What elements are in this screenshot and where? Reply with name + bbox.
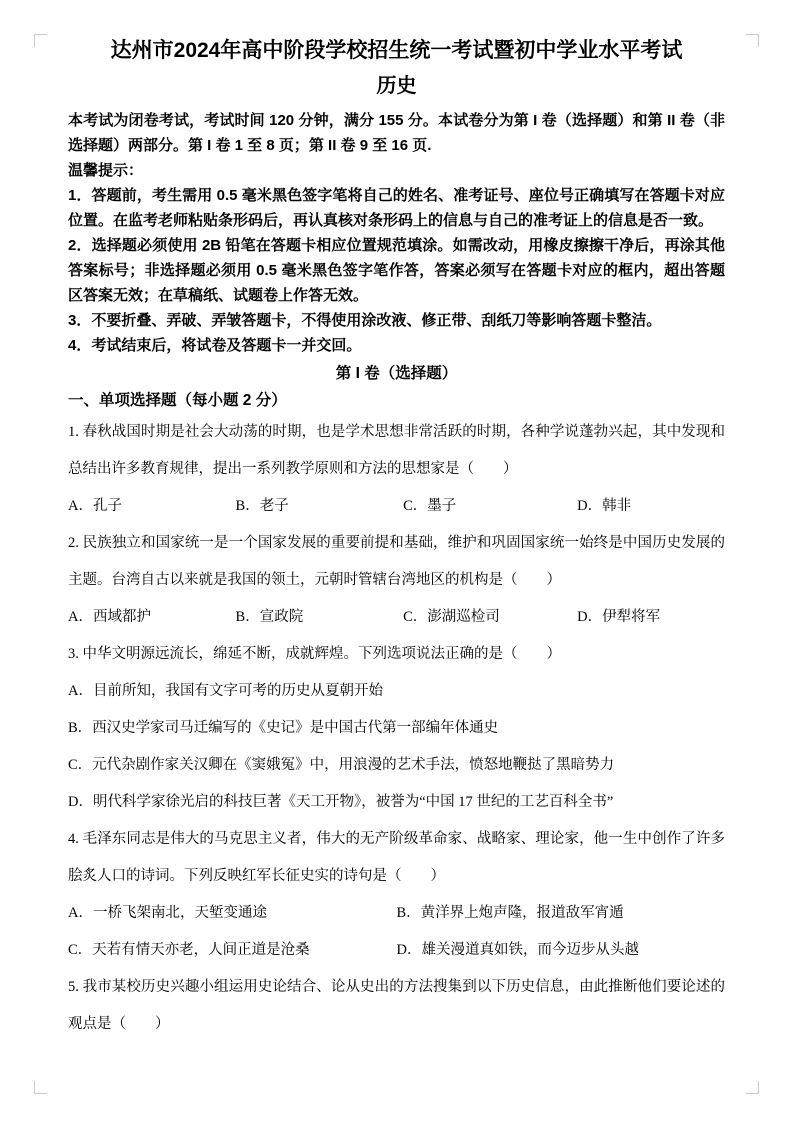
part-title: 一、单项选择题（每小题 2 分）	[68, 392, 287, 409]
question-4-options	[68, 895, 725, 969]
crop-mark-bottom-left	[34, 1081, 47, 1094]
question-3	[68, 636, 725, 821]
crop-mark-top-left	[34, 34, 47, 47]
question-3-option-d: D．明代科学家徐光启的科技巨著《天工开物》，被誉为“中国 17 世纪的工艺百科全书”	[68, 794, 614, 810]
notice-item-2: 2．选择题必须使用 2B 铅笔在答题卡相应位置规范填涂。如需改动，用橡皮擦擦干净后，再涂其他答案标号；非选择题必须用 0.5 毫米黑色签字笔作答，答案必须写在答题卡对应的框内，超出答题区答案无效；在草稿纸、试题卷上作答无效。	[68, 237, 725, 304]
question-1-option-c: C．墨子	[403, 498, 457, 514]
question-2-option-a: A．西域都护	[68, 609, 151, 625]
question-4-stem: 4. 毛泽东同志是伟大的马克思主义者，伟大的无产阶级革命家、战略家、理论家，他一生中创作了许多脍炙人口的诗词。下列反映红军长征史实的诗句是（ ）	[68, 831, 725, 884]
question-4-option-a: A．一桥飞架南北，天堑变通途	[68, 905, 267, 921]
question-4	[68, 821, 725, 969]
volume-title: 第 I 卷（选择题）	[335, 365, 458, 382]
question-4-option-b: B．黄洋界上炮声隆，报道敌军宵遁	[396, 905, 624, 921]
question-3-option-b: B．西汉史学家司马迁编写的《史记》是中国古代第一部编年体通史	[68, 720, 499, 736]
question-2-option-c: C．澎湖巡检司	[403, 609, 500, 625]
exam-subject: 历史	[376, 75, 417, 97]
question-2-stem: 2. 民族独立和国家统一是一个国家发展的重要前提和基础，维护和巩固国家统一始终是中国历史发展的主题。台湾自古以来就是我国的领土，元朝时管辖台湾地区的机构是（ ）	[68, 535, 725, 588]
exam-instructions	[68, 108, 725, 358]
crop-mark-bottom-right	[746, 1081, 759, 1094]
notice-item-3: 3．不要折叠、弄破、弄皱答题卡，不得使用涂改液、修正带、刮纸刀等影响答题卡整洁。	[68, 312, 662, 329]
question-2-option-b: B．宣政院	[235, 609, 304, 625]
question-1-option-a: A．孔子	[68, 498, 122, 514]
crop-mark-top-right	[746, 34, 759, 47]
question-2-options	[68, 599, 725, 636]
question-3-stem: 3. 中华文明源远流长，绵延不断，成就辉煌。下列选项说法正确的是（ ）	[68, 646, 561, 662]
question-2	[68, 525, 725, 636]
notice-item-4: 4．考试结束后，将试卷及答题卡一并交回。	[68, 337, 362, 354]
question-1-option-d: D．韩非	[577, 498, 632, 514]
question-4-option-d: D．雄关漫道真如铁，而今迈步从头越	[396, 942, 639, 958]
exam-intro: 本考试为闭卷考试，考试时间 120 分钟，满分 155 分。本试卷分为第 I 卷（选择题）和第 II 卷（非选择题）两部分。第 I 卷 1 至 8 页；第 II 卷 9 至 16 页.	[68, 112, 725, 154]
notice-heading: 温馨提示：	[68, 162, 144, 179]
question-1-options	[68, 488, 725, 525]
question-2-option-d: D．伊犁将军	[577, 609, 661, 625]
question-4-option-c: C．天若有情天亦老，人间正道是沧桑	[68, 942, 310, 958]
question-1-stem: 1. 春秋战国时期是社会大动荡的时期，也是学术思想非常活跃的时期，各种学说蓬勃兴起，其中发现和总结出许多教育规律，提出一系列教学原则和方法的思想家是（ ）	[68, 424, 725, 477]
question-3-option-c: C．元代杂剧作家关汉卿在《窦娥冤》中，用浪漫的艺术手法，愤怒地鞭挞了黑暗势力	[68, 757, 615, 773]
question-1-option-b: B．老子	[235, 498, 289, 514]
exam-title: 达州市2024年高中阶段学校招生统一考试暨初中学业水平考试	[110, 39, 683, 62]
question-5-stem: 5. 我市某校历史兴趣小组运用史论结合、论从史出的方法搜集到以下历史信息，由此推断他们要论述的观点是（ ）	[68, 979, 725, 1032]
notice-item-1: 1．答题前，考生需用 0.5 毫米黑色签字笔将自己的姓名、准考证号、座位号正确填写在答题卡对应位置。在监考老师粘贴条形码后，再认真核对条形码上的信息与自己的准考证上的信息是否一致。	[68, 187, 725, 229]
question-3-options	[68, 673, 725, 821]
question-5	[68, 969, 725, 1043]
question-1	[68, 414, 725, 525]
question-3-option-a: A．目前所知，我国有文字可考的历史从夏朝开始	[68, 683, 383, 699]
